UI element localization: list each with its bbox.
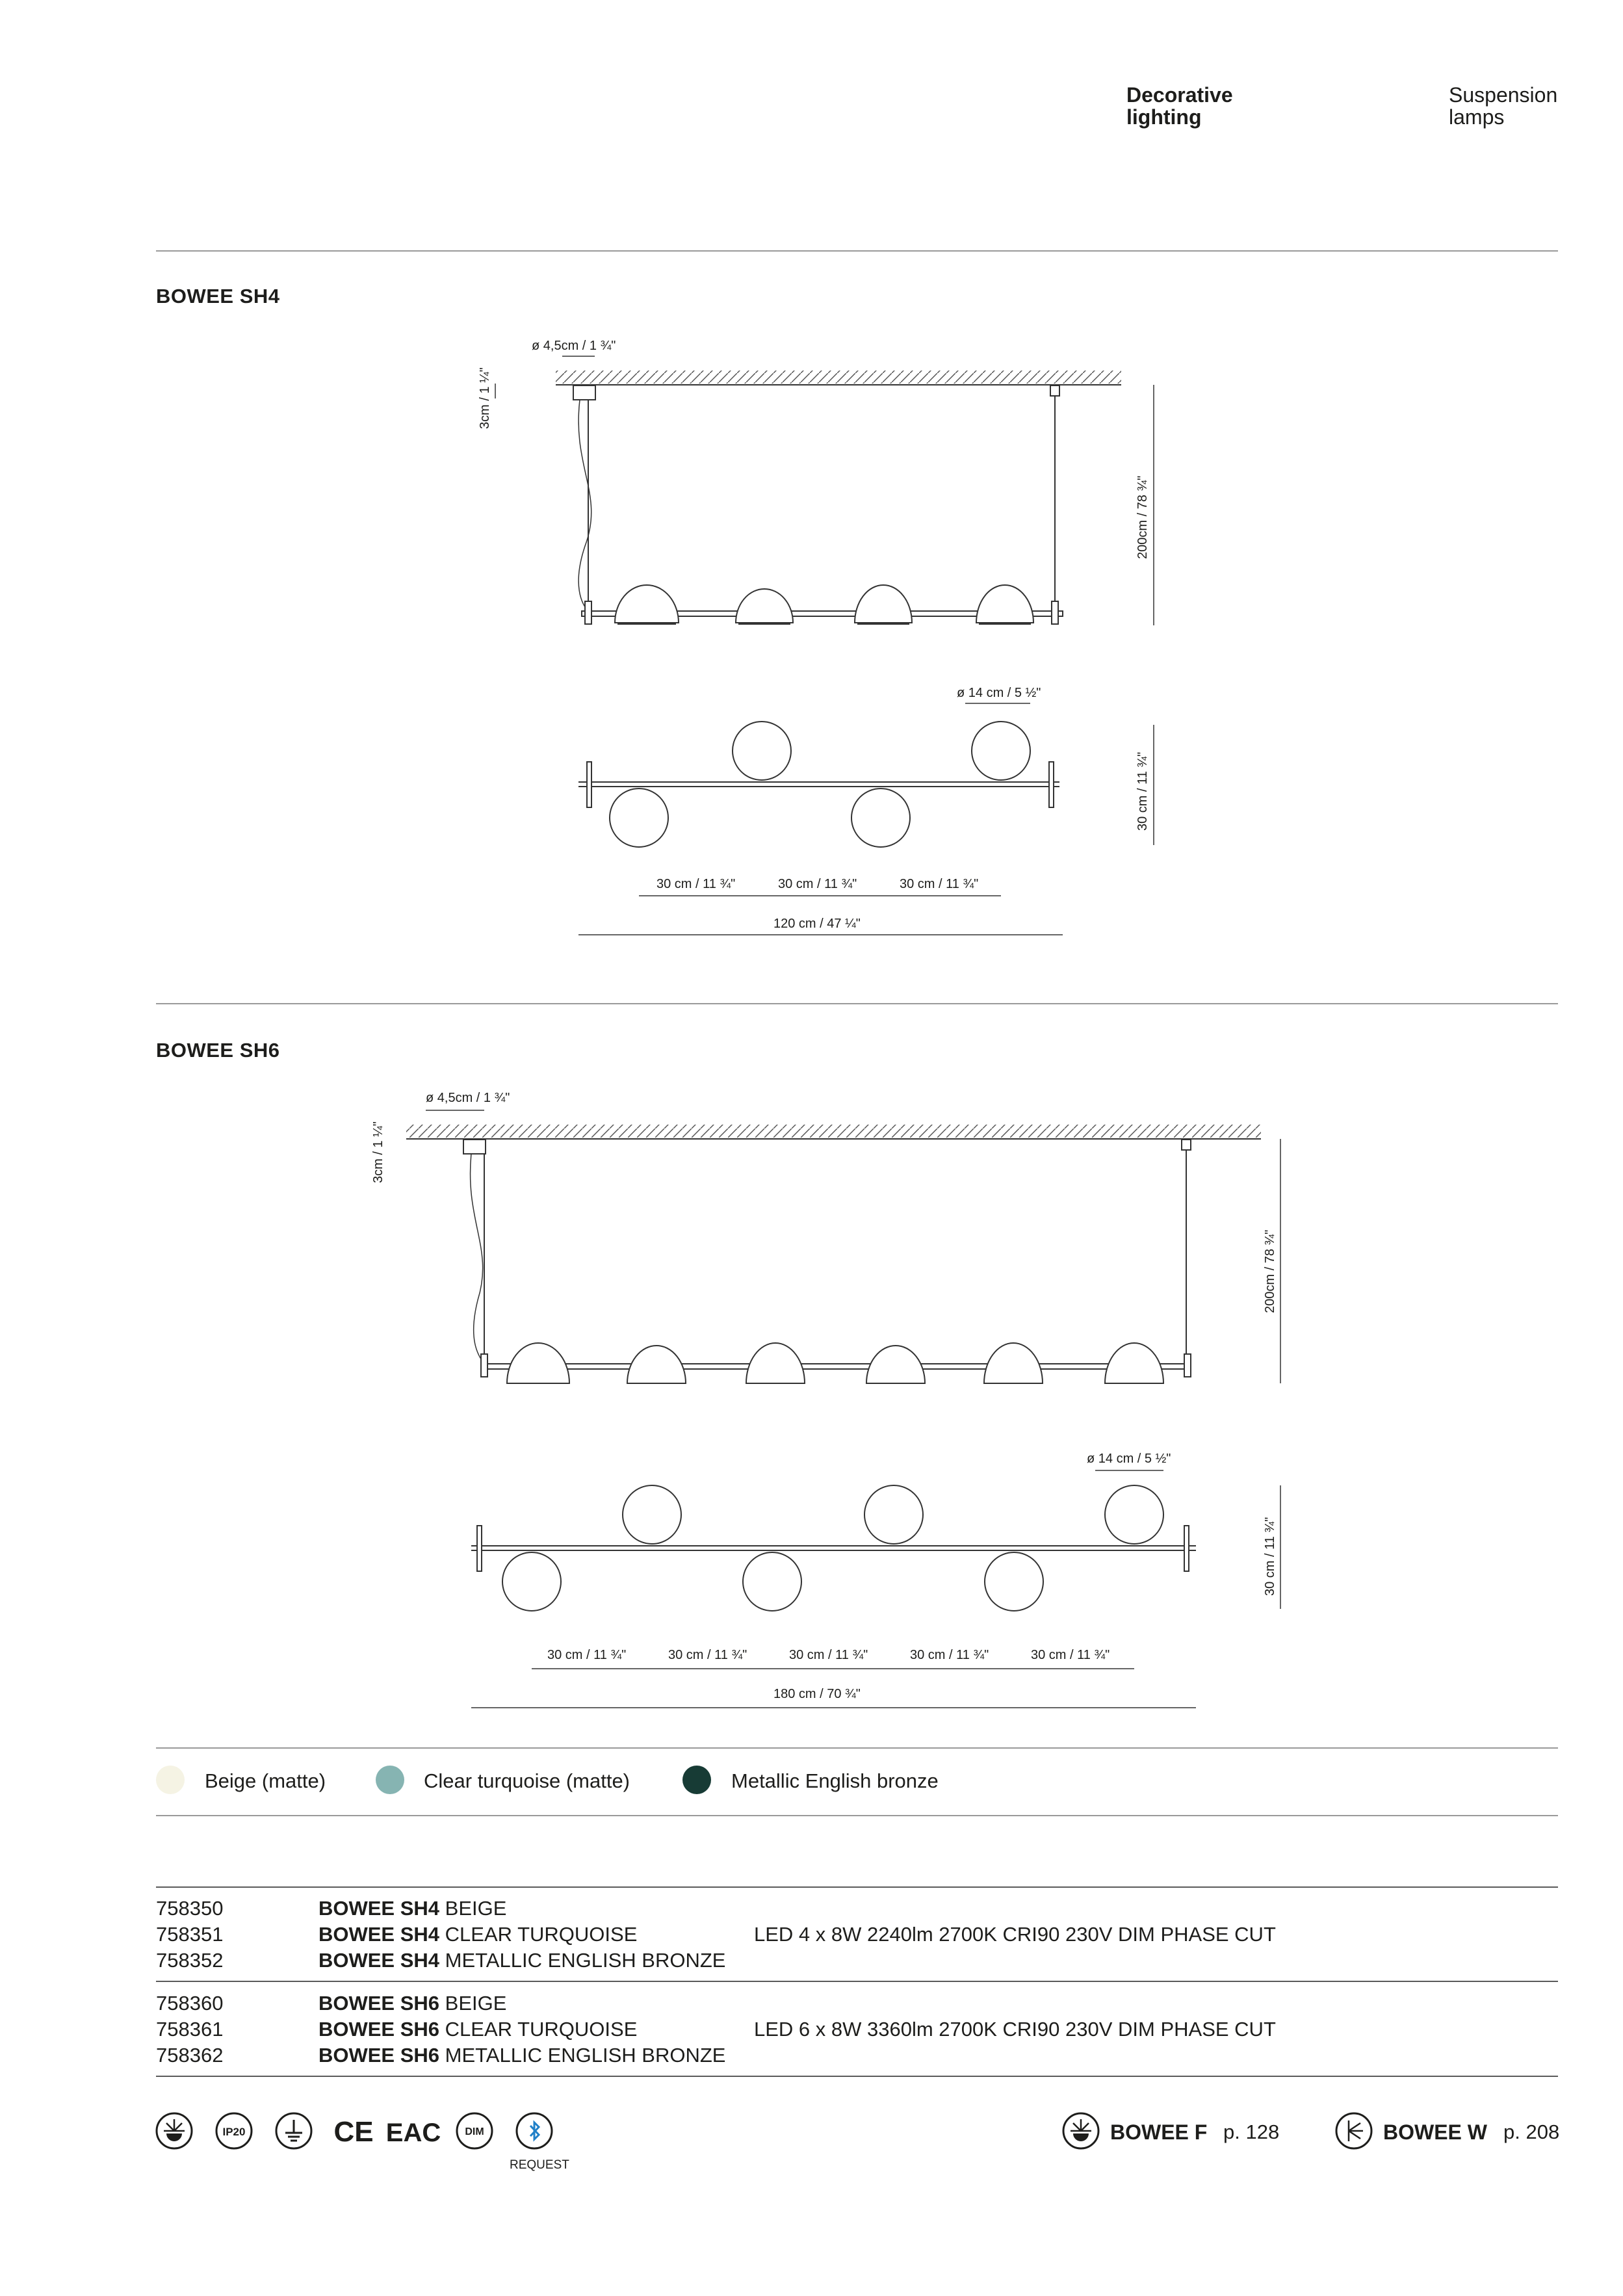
type-label: Suspension lamps: [1449, 83, 1558, 129]
divider: [156, 1003, 1558, 1004]
finish-swatch-bronze: [682, 1766, 711, 1794]
related-product-page: p. 128: [1223, 2120, 1280, 2143]
product-name: BOWEE SH6 CLEAR TURQUOISE: [318, 2018, 638, 2041]
svg-text:EAC: EAC: [385, 2119, 441, 2147]
product-code: 758361: [156, 2018, 224, 2041]
product-code: 758350: [156, 1897, 224, 1920]
category-label: Decorative lighting: [1126, 83, 1233, 129]
sh6-depth-dim: 30 cm / 11 ¾": [1263, 1517, 1277, 1596]
finish-label: Clear turquoise (matte): [424, 1769, 630, 1792]
sh4-height-dim: 200cm / 78 ¾": [1136, 475, 1150, 559]
finish-label: Beige (matte): [205, 1769, 326, 1792]
table-divider: [156, 1886, 1558, 1888]
ground-icon: [274, 2111, 313, 2150]
finish-label: Metallic English bronze: [731, 1769, 939, 1792]
product-name: BOWEE SH4 CLEAR TURQUOISE: [318, 1923, 638, 1946]
related-product-link[interactable]: BOWEE W: [1383, 2120, 1487, 2144]
ce-mark-icon: [334, 2115, 373, 2146]
sh6-spacing-dim: 30 cm / 11 ¾": [547, 1648, 627, 1662]
product-name: BOWEE SH4 METALLIC ENGLISH BRONZE: [318, 1949, 726, 1972]
product-code: 758351: [156, 1923, 224, 1946]
sh6-spacing-dim: 30 cm / 11 ¾": [668, 1648, 747, 1662]
section-title-sh6: BOWEE SH6: [156, 1039, 280, 1062]
product-spec: LED 4 x 8W 2240lm 2700K CRI90 230V DIM PHASE CUT: [754, 1923, 1276, 1946]
related-product-page: p. 208: [1503, 2120, 1560, 2143]
product-name: BOWEE SH6 BEIGE: [318, 1992, 507, 2015]
svg-text:DIM: DIM: [465, 2126, 484, 2137]
sh4-globe-dim: ø 14 cm / 5 ½": [957, 686, 1041, 700]
divider: [156, 1815, 1558, 1816]
svg-text:CE: CE: [333, 2116, 374, 2148]
sh6-spacing-dim: 30 cm / 11 ¾": [789, 1648, 868, 1662]
sh4-spacing-dim: 30 cm / 11 ¾": [656, 877, 736, 891]
product-spec: LED 6 x 8W 3360lm 2700K CRI90 230V DIM PHASE CUT: [754, 2018, 1276, 2041]
sh6-total-dim: 180 cm / 70 ¾": [773, 1687, 861, 1701]
sh6-technical-drawing: [0, 1066, 1623, 1716]
lamp-icon: [155, 2111, 194, 2150]
product-name: BOWEE SH4 BEIGE: [318, 1897, 507, 1920]
ip20-icon: [214, 2111, 253, 2150]
divider: [156, 1747, 1558, 1749]
sh6-height-dim: 200cm / 78 ¾": [1263, 1229, 1277, 1313]
section-title-sh4: BOWEE SH4: [156, 285, 280, 307]
lamp-icon: [1334, 2111, 1373, 2150]
eac-mark-icon: [385, 2115, 441, 2147]
sh4-total-dim: 120 cm / 47 ¼": [773, 917, 861, 931]
related-product-link[interactable]: BOWEE F: [1110, 2120, 1208, 2144]
product-code: 758352: [156, 1949, 224, 1972]
product-code: 758362: [156, 2044, 224, 2067]
table-divider: [156, 2076, 1558, 2077]
sh4-spacing-dim: 30 cm / 11 ¾": [900, 877, 979, 891]
sh4-canopy-height-dim: 3cm / 1 ¼": [478, 367, 492, 429]
sh4-canopy-dim: ø 4,5cm / 1 ¾": [532, 339, 616, 353]
bluetooth-icon: [515, 2111, 554, 2150]
sh6-spacing-dim: 30 cm / 11 ¾": [910, 1648, 989, 1662]
sh6-canopy-dim: ø 4,5cm / 1 ¾": [426, 1091, 510, 1105]
sh4-depth-dim: 30 cm / 11 ¾": [1136, 751, 1150, 831]
sh6-spacing-dim: 30 cm / 11 ¾": [1031, 1648, 1110, 1662]
svg-text:IP20: IP20: [222, 2126, 246, 2138]
sh4-spacing-dim: 30 cm / 11 ¾": [778, 877, 857, 891]
lamp-icon: [1061, 2111, 1100, 2150]
finish-swatch-turquoise: [376, 1766, 404, 1794]
finish-swatch-beige: [156, 1766, 185, 1794]
product-code: 758360: [156, 1992, 224, 2015]
dim-icon: [455, 2111, 494, 2150]
table-divider: [156, 1981, 1558, 1982]
sh6-globe-dim: ø 14 cm / 5 ½": [1087, 1452, 1171, 1466]
product-name: BOWEE SH6 METALLIC ENGLISH BRONZE: [318, 2044, 726, 2067]
request-label: REQUEST: [510, 2158, 569, 2172]
sh6-canopy-height-dim: 3cm / 1 ¼": [371, 1121, 385, 1183]
sh4-technical-drawing: [0, 0, 1623, 988]
